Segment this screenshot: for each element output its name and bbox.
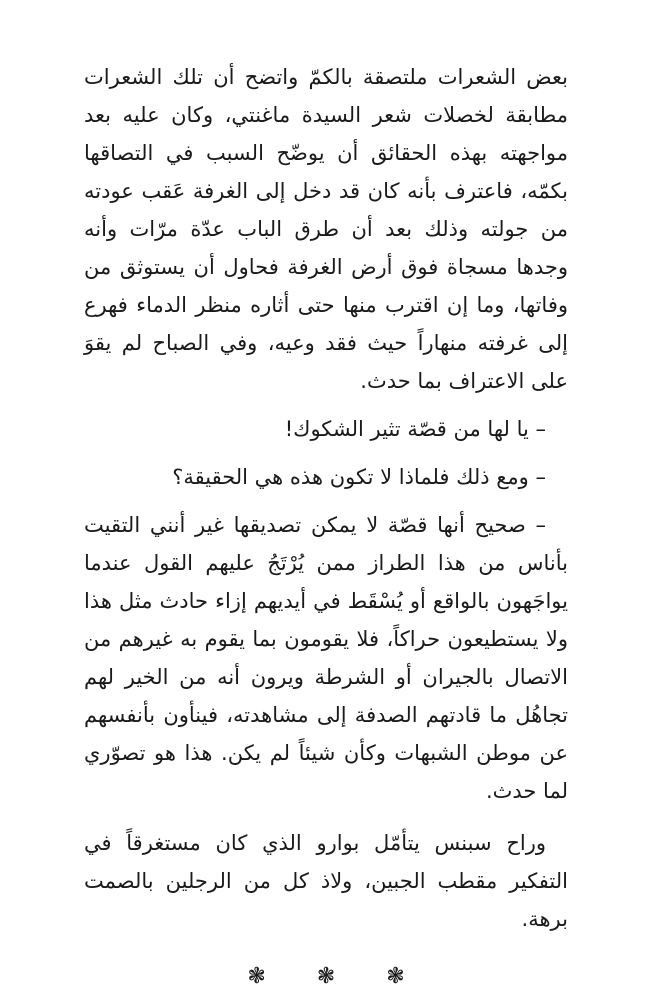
page-body (84, 58, 568, 989)
section-separator: ❃ ❃ ❃ (247, 964, 427, 989)
paragraph-dialogue-explanation: – صحيح أنها قصّة لا يمكن تصديقها غير أنني التقيت بأناس من هذا الطراز ممن يُرْتَجُ عليهم القول عندما يواجَهون بالواقع أو يُسْقَط في أيديهم إزاء حادث مثل هذا ولا يستطيعون حراكاً، فلا يقومون بما يقوم به غيرهم من الاتصال بالجيران أو الشرطة ويرون أنه من الخير لهم تجاهُل ما قادتهم الصدفة إلى مشاهدته، فينأون بأنفسهم عن موطن الشبهات وكأن شيئاً لم يكن. هذا هو تصوّري لما حدث. (84, 513, 568, 803)
paragraph-narration: وراح سبنس يتأمّل بوارو الذي كان مستغرقاً في التفكير مقطب الجبين، ولاذ كل من الرجلين بالصمت برهة. (84, 831, 568, 931)
paragraph-dialogue-doubt: – يا لها من قصّة تثير الشكوك! (284, 417, 546, 441)
paragraph-dialogue-truth: – ومع ذلك فلماذا لا تكون هذه هي الحقيقة؟ (172, 465, 546, 489)
paragraph-confession: بعض الشعرات ملتصقة بالكمّ واتضح أن تلك الشعرات مطابقة لخصلات شعر السيدة ماغنتي، وكان عليه بعد مواجهته بهذه الحقائق أن يوضّح السبب في التصاقها بكمّه، فاعترف بأنه كان قد دخل إلى الغرفة عَقب عودته من جولته وذلك بعد أن طرق الباب عدّة مرّات وأنه وجدها مسجاة فوق أرض الغرفة فحاول أن يستوثق من وفاتها، وما إن اقترب منها حتى أثاره منظر الدماء فهرع إلى غرفته منهاراً حيث فقد وعيه، وفي الصباح لم يقوَ على الاعتراف بما حدث. (84, 65, 568, 393)
